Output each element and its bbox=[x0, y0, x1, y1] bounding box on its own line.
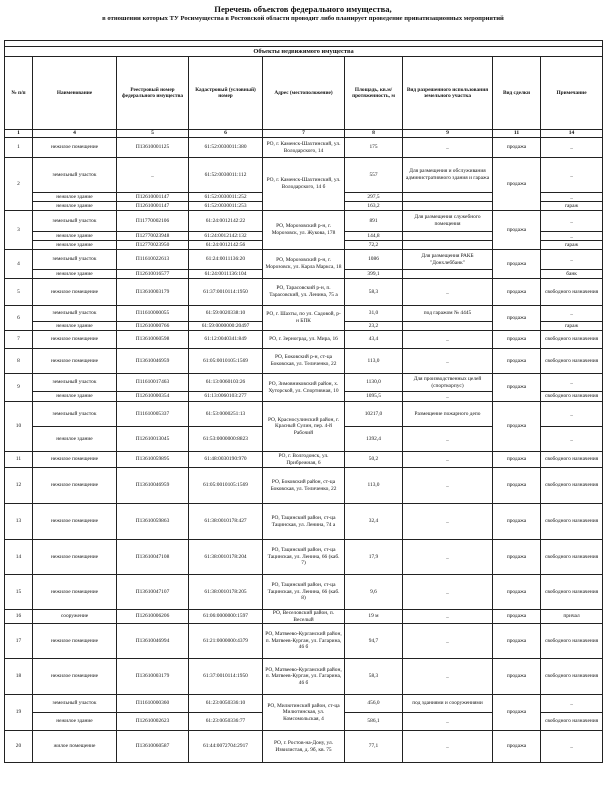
registry-number-cell: П12610016577 bbox=[117, 270, 189, 279]
cadastral-number-cell: 61:37:0010114:1950 bbox=[189, 659, 263, 695]
address-cell: РО, Матвеево-Курганский район, п. Матвеев-Курган, ул. Гагарина, 46 б bbox=[263, 659, 345, 695]
note-cell: _ bbox=[541, 232, 603, 241]
name-cell: нежилое помещение bbox=[33, 138, 117, 158]
name-cell: нежилое помещение bbox=[33, 452, 117, 468]
header-cell: Наименование bbox=[33, 57, 117, 130]
note-cell: _ bbox=[541, 211, 603, 232]
registry-number-cell: П13610003179 bbox=[117, 659, 189, 695]
row-number-cell: 12 bbox=[5, 468, 33, 504]
name-cell: нежилое здание bbox=[33, 270, 117, 279]
cadastral-number-cell: 61:23:0050336:10 bbox=[189, 695, 263, 713]
note-cell: свободного назначения bbox=[541, 392, 603, 402]
header-row bbox=[5, 57, 603, 130]
name-cell: земельный участок bbox=[33, 374, 117, 392]
registry-number-cell: П13610060598 bbox=[117, 331, 189, 349]
table-row bbox=[5, 349, 603, 374]
deal-type-cell: продажа bbox=[493, 540, 541, 575]
registry-number-cell: П11610000055 bbox=[117, 306, 189, 322]
address-cell: РО, г. Каменск-Шахтинский, ул. Володарского, 14 б bbox=[263, 158, 345, 211]
table-row bbox=[5, 504, 603, 540]
address-cell: РО, Тацинский район, ст-ца Тацинская, ул. Ленина, 66 (каб. 7) bbox=[263, 540, 345, 575]
registry-number-cell: П12610001147 bbox=[117, 193, 189, 202]
area-cell: 1095,5 bbox=[345, 392, 403, 402]
area-cell: 586,1 bbox=[345, 713, 403, 731]
address-cell: РО, г. Волгодонск, ул. Прибрежная, 6 bbox=[263, 452, 345, 468]
name-cell: земельный участок bbox=[33, 158, 117, 193]
registry-number-cell: П11610000360 bbox=[117, 695, 189, 713]
registry-number-cell: П13610059863 bbox=[117, 504, 189, 540]
cadastral-number-cell: 61:24:0011136:104 bbox=[189, 270, 263, 279]
cadastral-number-cell: 61:38:0010178:204 bbox=[189, 540, 263, 575]
name-cell: нежилое помещение bbox=[33, 331, 117, 349]
row-number-cell: 15 bbox=[5, 575, 33, 610]
registry-number-cell: _ bbox=[117, 158, 189, 193]
note-cell: свободного назначения bbox=[541, 575, 603, 610]
row-number-cell: 8 bbox=[5, 349, 33, 374]
table-row bbox=[5, 158, 603, 193]
name-cell: земельный участок bbox=[33, 402, 117, 427]
deal-type-cell: продажа bbox=[493, 695, 541, 731]
area-cell: 113,0 bbox=[345, 468, 403, 504]
name-cell: нежилое здание bbox=[33, 713, 117, 731]
land-use-cell: _ bbox=[403, 624, 493, 659]
land-use-cell: _ bbox=[403, 504, 493, 540]
name-cell: нежилое здание bbox=[33, 322, 117, 331]
area-cell: 144,8 bbox=[345, 232, 403, 241]
name-cell: нежилое здание bbox=[33, 392, 117, 402]
registry-number-cell: П13610003179 bbox=[117, 279, 189, 306]
land-use-cell: _ bbox=[403, 610, 493, 624]
land-use-cell: под зданиями и сооружениями bbox=[403, 695, 493, 713]
name-cell: нежилое помещение bbox=[33, 504, 117, 540]
address-cell: РО, Милютинский район, ст-ца Милютинская, ул. Комсомольская, 4 bbox=[263, 695, 345, 731]
land-use-cell: _ bbox=[403, 279, 493, 306]
column-number: 5 bbox=[117, 130, 189, 138]
deal-type-cell: продажа bbox=[493, 452, 541, 468]
name-cell: нежилое помещение bbox=[33, 540, 117, 575]
area-cell: 77,1 bbox=[345, 731, 403, 763]
section-row bbox=[5, 47, 603, 57]
registry-number-cell: П13610047107 bbox=[117, 575, 189, 610]
registry-number-cell: П12770023950 bbox=[117, 241, 189, 250]
land-use-cell: _ bbox=[403, 138, 493, 158]
cadastral-number-cell: 61:52:0030011:253 bbox=[189, 202, 263, 211]
name-cell: нежилое здание bbox=[33, 427, 117, 452]
table-row bbox=[5, 452, 603, 468]
cadastral-number-cell: 61:53:0000000:8823 bbox=[189, 427, 263, 452]
area-cell: 1086 bbox=[345, 250, 403, 270]
area-cell: 10217,0 bbox=[345, 402, 403, 427]
registry-number-cell: П13610001125 bbox=[117, 138, 189, 158]
column-number: 4 bbox=[33, 130, 117, 138]
row-number-cell: 2 bbox=[5, 158, 33, 211]
cadastral-number-cell: 61:24:0012142:56 bbox=[189, 241, 263, 250]
name-cell: нежилое здание bbox=[33, 193, 117, 202]
registry-number-cell: П13610047108 bbox=[117, 540, 189, 575]
registry-number-cell: П11610017463 bbox=[117, 374, 189, 392]
row-number-cell: 14 bbox=[5, 540, 33, 575]
name-cell: нежилое здание bbox=[33, 202, 117, 211]
table-row bbox=[5, 659, 603, 695]
cadastral-number-cell: 61:38:0010178:427 bbox=[189, 504, 263, 540]
note-cell: _ bbox=[541, 250, 603, 270]
table-row bbox=[5, 211, 603, 232]
table-row bbox=[5, 306, 603, 322]
area-cell: 23,2 bbox=[345, 322, 403, 331]
address-cell: РО, Матвеево-Курганский район, п. Матвеев-Курган, ул. Гагарина, 46 б bbox=[263, 624, 345, 659]
address-cell: РО, г. Шахты, по ул. Садовой, р-н БПК bbox=[263, 306, 345, 331]
cadastral-number-cell: 61:24:0012142:22 bbox=[189, 211, 263, 232]
area-cell: 32,4 bbox=[345, 504, 403, 540]
row-number-cell: 1 bbox=[5, 138, 33, 158]
land-use-cell: _ bbox=[403, 468, 493, 504]
address-cell: РО, Морозовский р-н, г. Морозовск, ул. Карла Маркса, 18 bbox=[263, 250, 345, 279]
header-cell: Вид сделки bbox=[493, 57, 541, 130]
address-cell: РО, Боковский р-н, ст-ца Боковская, ул. Теличенко, 22 bbox=[263, 349, 345, 374]
cadastral-number-cell: 61:37:0010114:1950 bbox=[189, 279, 263, 306]
name-cell: нежилое здание bbox=[33, 232, 117, 241]
land-use-cell: Для производственных целей (спорткорпус) bbox=[403, 374, 493, 392]
registry-number-cell: П11770002106 bbox=[117, 211, 189, 232]
land-use-cell: _ bbox=[403, 349, 493, 374]
column-number: 6 bbox=[189, 130, 263, 138]
address-cell: РО, Боковский район, ст-ца Боковская, ул. Теличенко, 22 bbox=[263, 468, 345, 504]
deal-type-cell: продажа bbox=[493, 306, 541, 331]
table-row bbox=[5, 402, 603, 427]
note-cell: свободного назначения bbox=[541, 624, 603, 659]
land-use-cell bbox=[403, 232, 493, 241]
table-row bbox=[5, 731, 603, 763]
note-cell: свободного назначения bbox=[541, 452, 603, 468]
column-number: 8 bbox=[345, 130, 403, 138]
cadastral-number-cell: 61:05:0010105:1569 bbox=[189, 349, 263, 374]
cadastral-number-cell: 61:53:0000251:13 bbox=[189, 402, 263, 427]
cadastral-number-cell: 61:59:0000000:20497 bbox=[189, 322, 263, 331]
cadastral-number-cell: 61:24:0011136:20 bbox=[189, 250, 263, 270]
note-cell: _ bbox=[541, 306, 603, 322]
deal-type-cell: продажа bbox=[493, 250, 541, 279]
deal-type-cell: продажа bbox=[493, 402, 541, 452]
registry-number-cell: П13610059895 bbox=[117, 452, 189, 468]
land-use-cell: _ bbox=[403, 331, 493, 349]
cadastral-number-cell: 61:52:0030011:252 bbox=[189, 193, 263, 202]
area-cell: 43,4 bbox=[345, 331, 403, 349]
note-cell: свободного назначения bbox=[541, 349, 603, 374]
row-number-cell: 13 bbox=[5, 504, 33, 540]
area-cell: 113,0 bbox=[345, 349, 403, 374]
note-cell: свободного назначения bbox=[541, 331, 603, 349]
area-cell: 175 bbox=[345, 138, 403, 158]
table-row bbox=[5, 374, 603, 392]
note-cell: свободного назначения bbox=[541, 713, 603, 731]
name-cell: жилое помещение bbox=[33, 731, 117, 763]
area-cell: 31,0 bbox=[345, 306, 403, 322]
registry-number-cell: П12610001147 bbox=[117, 202, 189, 211]
note-cell: свободного назначения bbox=[541, 504, 603, 540]
name-cell: земельный участок bbox=[33, 695, 117, 713]
note-cell: свободного назначения bbox=[541, 468, 603, 504]
address-cell: РО, г. Зерноград, ул. Мира, 16 bbox=[263, 331, 345, 349]
cadastral-number-cell: 61:12:0040341:849 bbox=[189, 331, 263, 349]
note-cell: _ bbox=[541, 402, 603, 427]
deal-type-cell: продажа bbox=[493, 731, 541, 763]
cadastral-number-cell: 61:44:0072704:2917 bbox=[189, 731, 263, 763]
cadastral-number-cell: 61:48:0030190:970 bbox=[189, 452, 263, 468]
name-cell: нежилое помещение bbox=[33, 575, 117, 610]
column-number: 11 bbox=[493, 130, 541, 138]
land-use-cell: _ bbox=[403, 713, 493, 731]
registry-number-cell: П12610000354 bbox=[117, 392, 189, 402]
cadastral-number-cell: 61:06:0000000:1597 bbox=[189, 610, 263, 624]
land-use-cell: _ bbox=[403, 540, 493, 575]
deal-type-cell: продажа bbox=[493, 331, 541, 349]
column-number: 14 bbox=[541, 130, 603, 138]
cadastral-number-cell: 61:24:0012142:132 bbox=[189, 232, 263, 241]
area-cell: 456,0 bbox=[345, 695, 403, 713]
address-cell: РО, Тацинский район, ст-ца Тацинская, ул. Ленина, 66 (каб. 8) bbox=[263, 575, 345, 610]
registry-number-cell: П13610060587 bbox=[117, 731, 189, 763]
registry-number-cell: П12610006206 bbox=[117, 610, 189, 624]
cadastral-number-cell: 61:05:0010105:1569 bbox=[189, 468, 263, 504]
land-use-cell: _ bbox=[403, 575, 493, 610]
table-row bbox=[5, 624, 603, 659]
deal-type-cell: продажа bbox=[493, 279, 541, 306]
cadastral-number-cell: 61:38:0010178:205 bbox=[189, 575, 263, 610]
cadastral-number-cell: 61:13:0060103:26 bbox=[189, 374, 263, 392]
row-number-cell: 11 bbox=[5, 452, 33, 468]
row-number-cell: 4 bbox=[5, 250, 33, 279]
area-cell: 19 м bbox=[345, 610, 403, 624]
deal-type-cell: продажа bbox=[493, 624, 541, 659]
land-use-cell: _ bbox=[403, 659, 493, 695]
cadastral-number-cell: 61:59:0020338:10 bbox=[189, 306, 263, 322]
registry-number-cell: П12610002623 bbox=[117, 713, 189, 731]
land-use-cell: под гаражом № 4445 bbox=[403, 306, 493, 322]
table-row bbox=[5, 331, 603, 349]
land-use-cell: _ bbox=[403, 392, 493, 402]
area-cell: 72,2 bbox=[345, 241, 403, 250]
registry-number-cell: П11610022613 bbox=[117, 250, 189, 270]
registry-number-cell: П12770023948 bbox=[117, 232, 189, 241]
cadastral-number-cell: 61:52:0030011:380 bbox=[189, 138, 263, 158]
header-cell: Вид разрешенного использования земельного участка bbox=[403, 57, 493, 130]
area-cell: 9,6 bbox=[345, 575, 403, 610]
cadastral-number-cell: 61:23:0050336:77 bbox=[189, 713, 263, 731]
name-cell: нежилое помещение bbox=[33, 624, 117, 659]
name-cell: земельный участок bbox=[33, 306, 117, 322]
address-cell: РО, Морозовский р-н, г. Морозовск, ул. Жукова, 178 bbox=[263, 211, 345, 250]
note-cell: _ bbox=[541, 695, 603, 713]
row-number-cell: 17 bbox=[5, 624, 33, 659]
land-use-cell bbox=[403, 193, 493, 202]
area-cell: 58,3 bbox=[345, 659, 403, 695]
registry-number-cell: П13610046959 bbox=[117, 349, 189, 374]
header-cell: Реестровый номер федерального имущества bbox=[117, 57, 189, 130]
registry-number-cell: П12610000766 bbox=[117, 322, 189, 331]
area-cell: 557 bbox=[345, 158, 403, 193]
note-cell: свободного назначения bbox=[541, 540, 603, 575]
note-cell: _ bbox=[541, 427, 603, 452]
cadastral-number-cell: 61:13:0060103:277 bbox=[189, 392, 263, 402]
note-cell: свободного назначения bbox=[541, 279, 603, 306]
name-cell: нежилое здание bbox=[33, 241, 117, 250]
note-cell: _ bbox=[541, 158, 603, 193]
table-row bbox=[5, 695, 603, 713]
land-use-cell: Для размещения служебного помещения bbox=[403, 211, 493, 232]
land-use-cell: _ bbox=[403, 427, 493, 452]
area-cell: 1130,0 bbox=[345, 374, 403, 392]
row-number-cell: 7 bbox=[5, 331, 33, 349]
section-title: Объекты недвижимого имущества bbox=[5, 47, 603, 57]
address-cell: РО, г. Ростов-на-Дону, ул. Извилистая, д. 9б, кв. 75 bbox=[263, 731, 345, 763]
name-cell: нежилое помещение bbox=[33, 279, 117, 306]
note-cell: гараж bbox=[541, 241, 603, 250]
property-table bbox=[4, 40, 603, 763]
note-cell: _ bbox=[541, 731, 603, 763]
land-use-cell: Размещение пожарного депо bbox=[403, 402, 493, 427]
table-row bbox=[5, 138, 603, 158]
cadastral-number-cell: 61:21:0000000:4379 bbox=[189, 624, 263, 659]
deal-type-cell: продажа bbox=[493, 468, 541, 504]
row-number-cell: 9 bbox=[5, 374, 33, 402]
area-cell: 58,3 bbox=[345, 279, 403, 306]
table-row bbox=[5, 610, 603, 624]
name-cell: нежилое помещение bbox=[33, 349, 117, 374]
land-use-cell bbox=[403, 322, 493, 331]
deal-type-cell: продажа bbox=[493, 349, 541, 374]
address-cell: РО, Зимовниковский район, х. Хуторской, ул. Спортивная, 10 bbox=[263, 374, 345, 402]
deal-type-cell: продажа bbox=[493, 138, 541, 158]
area-cell: 17,9 bbox=[345, 540, 403, 575]
area-cell: 891 bbox=[345, 211, 403, 232]
note-cell: причал bbox=[541, 610, 603, 624]
header-cell: Примечание bbox=[541, 57, 603, 130]
note-cell: гараж bbox=[541, 322, 603, 331]
document-title: Перечень объектов федерального имущества, bbox=[214, 4, 392, 14]
land-use-cell bbox=[403, 241, 493, 250]
deal-type-cell: продажа bbox=[493, 374, 541, 402]
note-cell: гараж bbox=[541, 202, 603, 211]
address-cell: РО, Тацинский район, ст-ца Тацинская, ул. Ленина, 74 а bbox=[263, 504, 345, 540]
deal-type-cell: продажа bbox=[493, 610, 541, 624]
deal-type-cell: продажа bbox=[493, 504, 541, 540]
area-cell: 163,2 bbox=[345, 202, 403, 211]
name-cell: земельный участок bbox=[33, 250, 117, 270]
note-cell: банк bbox=[541, 270, 603, 279]
header-cell: Кадастровый (условный) номер bbox=[189, 57, 263, 130]
area-cell: 94,7 bbox=[345, 624, 403, 659]
area-cell: 297,5 bbox=[345, 193, 403, 202]
land-use-cell bbox=[403, 202, 493, 211]
deal-type-cell: продажа bbox=[493, 211, 541, 250]
land-use-cell: Для размещения РАКБ "Донхлеббанк" bbox=[403, 250, 493, 270]
row-number-cell: 16 bbox=[5, 610, 33, 624]
name-cell: сооружение bbox=[33, 610, 117, 624]
registry-number-cell: П13610046959 bbox=[117, 468, 189, 504]
row-number-cell: 6 bbox=[5, 306, 33, 331]
column-number: 1 bbox=[5, 130, 33, 138]
cadastral-number-cell: 61:52:0030011:112 bbox=[189, 158, 263, 193]
table-row bbox=[5, 279, 603, 306]
note-cell: _ bbox=[541, 193, 603, 202]
address-cell: РО, г. Каменск-Шахтинский, ул. Володарского, 14 bbox=[263, 138, 345, 158]
deal-type-cell: продажа bbox=[493, 158, 541, 211]
note-cell: _ bbox=[541, 138, 603, 158]
row-number-cell: 10 bbox=[5, 402, 33, 452]
row-number-cell: 3 bbox=[5, 211, 33, 250]
deal-type-cell: продажа bbox=[493, 575, 541, 610]
name-cell: нежилое помещение bbox=[33, 468, 117, 504]
table-row bbox=[5, 540, 603, 575]
name-cell: нежилое помещение bbox=[33, 659, 117, 695]
deal-type-cell: продажа bbox=[493, 659, 541, 695]
note-cell: свободного назначения bbox=[541, 659, 603, 695]
land-use-cell: _ bbox=[403, 731, 493, 763]
land-use-cell: Для размещения и обслуживания административного здания и гаража bbox=[403, 158, 493, 193]
table-row bbox=[5, 468, 603, 504]
header-cell: Адрес (местоположение) bbox=[263, 57, 345, 130]
registry-number-cell: П12610013045 bbox=[117, 427, 189, 452]
table-row bbox=[5, 575, 603, 610]
area-cell: 50,2 bbox=[345, 452, 403, 468]
table-row bbox=[5, 250, 603, 270]
area-cell: 1392,4 bbox=[345, 427, 403, 452]
row-number-cell: 19 bbox=[5, 695, 33, 731]
land-use-cell bbox=[403, 270, 493, 279]
land-use-cell: _ bbox=[403, 452, 493, 468]
header-cell: № п/п bbox=[5, 57, 33, 130]
header-cell: Площадь, кв.м/ протяженность, м bbox=[345, 57, 403, 130]
note-cell: _ bbox=[541, 374, 603, 392]
row-number-cell: 18 bbox=[5, 659, 33, 695]
column-number: 9 bbox=[403, 130, 493, 138]
column-number-row bbox=[5, 130, 603, 138]
row-number-cell: 5 bbox=[5, 279, 33, 306]
row-number-cell: 20 bbox=[5, 731, 33, 763]
registry-number-cell: П11610005337 bbox=[117, 402, 189, 427]
registry-number-cell: П13610046994 bbox=[117, 624, 189, 659]
address-cell: РО, Веселовский район, п. Веселый bbox=[263, 610, 345, 624]
document-subtitle: в отношении которых ТУ Росимущества в Ростовской области проводит либо планирует проведение приватизационных мероприятий bbox=[102, 15, 504, 22]
column-number: 7 bbox=[263, 130, 345, 138]
area-cell: 399,1 bbox=[345, 270, 403, 279]
name-cell: земельный участок bbox=[33, 211, 117, 232]
address-cell: РО, Красносулинский район, г. Красный Сулин, пер. 4-й Рабочий bbox=[263, 402, 345, 452]
address-cell: РО, Тарасовский р-н, п. Тарасовский, ул. Ленина, 75 а bbox=[263, 279, 345, 306]
